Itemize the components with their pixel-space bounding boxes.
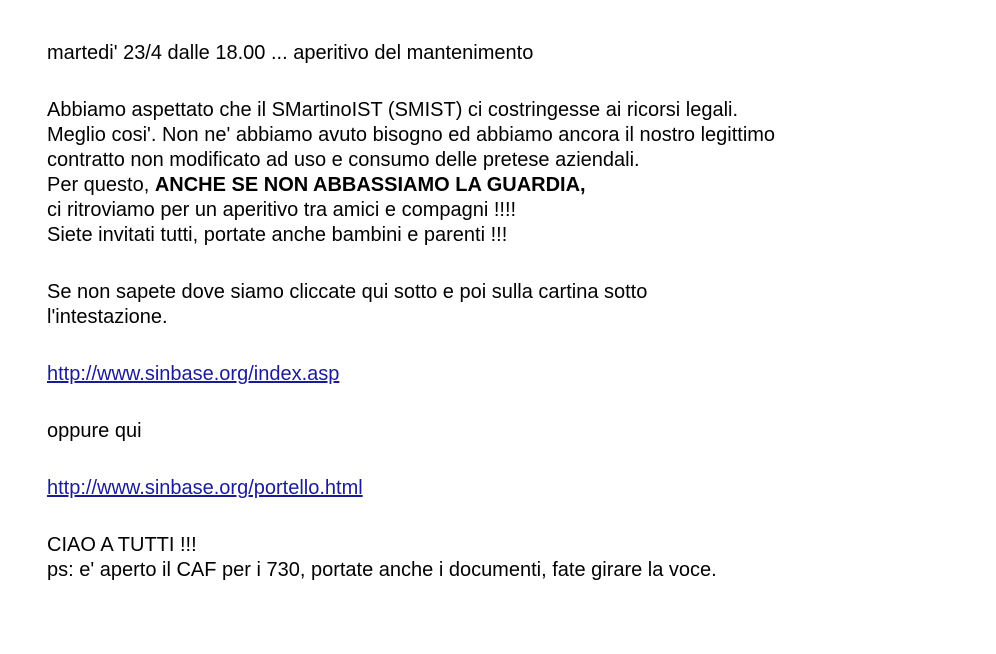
announcement-line-1: Abbiamo aspettato che il SMartinoIST (SMIST) ci costringesse ai ricorsi legali. (47, 99, 739, 121)
announcement-line-2: Meglio cosi'. Non ne' abbiamo avuto bisogno ed abbiamo ancora il nostro legittimo (47, 124, 776, 146)
announcement-bold-text: ANCHE SE NON ABBASSIAMO LA GUARDIA, (154, 174, 586, 196)
link-line-1 (47, 362, 977, 387)
announcement-line-3: contratto non modificato ad uso e consumo delle pretese aziendali. (47, 149, 640, 171)
spacer (47, 387, 977, 419)
spacer (47, 501, 977, 533)
directions-line-2: l'intestazione. (47, 306, 168, 328)
directions-line-1: Se non sapete dove siamo cliccate qui sotto e poi sulla cartina sotto (47, 281, 648, 303)
alternative-text: oppure qui (47, 420, 142, 442)
spacer (47, 66, 977, 98)
closing-postscript: ps: e' aperto il CAF per i 730, portate anche i documenti, fate girare la voce. (47, 559, 717, 581)
paragraph-directions (47, 280, 977, 330)
announcement-line-4 (47, 173, 977, 198)
spacer (47, 330, 977, 362)
announcement-line-5: ci ritroviamo per un aperitivo tra amici e compagni !!!! (47, 199, 517, 221)
closing-greeting: CIAO A TUTTI !!! (47, 534, 197, 556)
index-link[interactable]: http://www.sinbase.org/index.asp (47, 363, 340, 385)
announcement-line-6: Siete invitati tutti, portate anche bambini e parenti !!! (47, 224, 508, 246)
link-line-2 (47, 476, 977, 501)
closing-block (47, 533, 977, 583)
announcement-line-4-prefix: Per questo, (47, 174, 155, 196)
spacer (47, 248, 977, 280)
heading-line: martedi' 23/4 dalle 18.00 ... aperitivo del mantenimento (47, 42, 534, 64)
document-body (47, 41, 977, 583)
paragraph-announcement (47, 98, 977, 248)
spacer (47, 444, 977, 476)
portello-link[interactable]: http://www.sinbase.org/portello.html (47, 477, 363, 499)
